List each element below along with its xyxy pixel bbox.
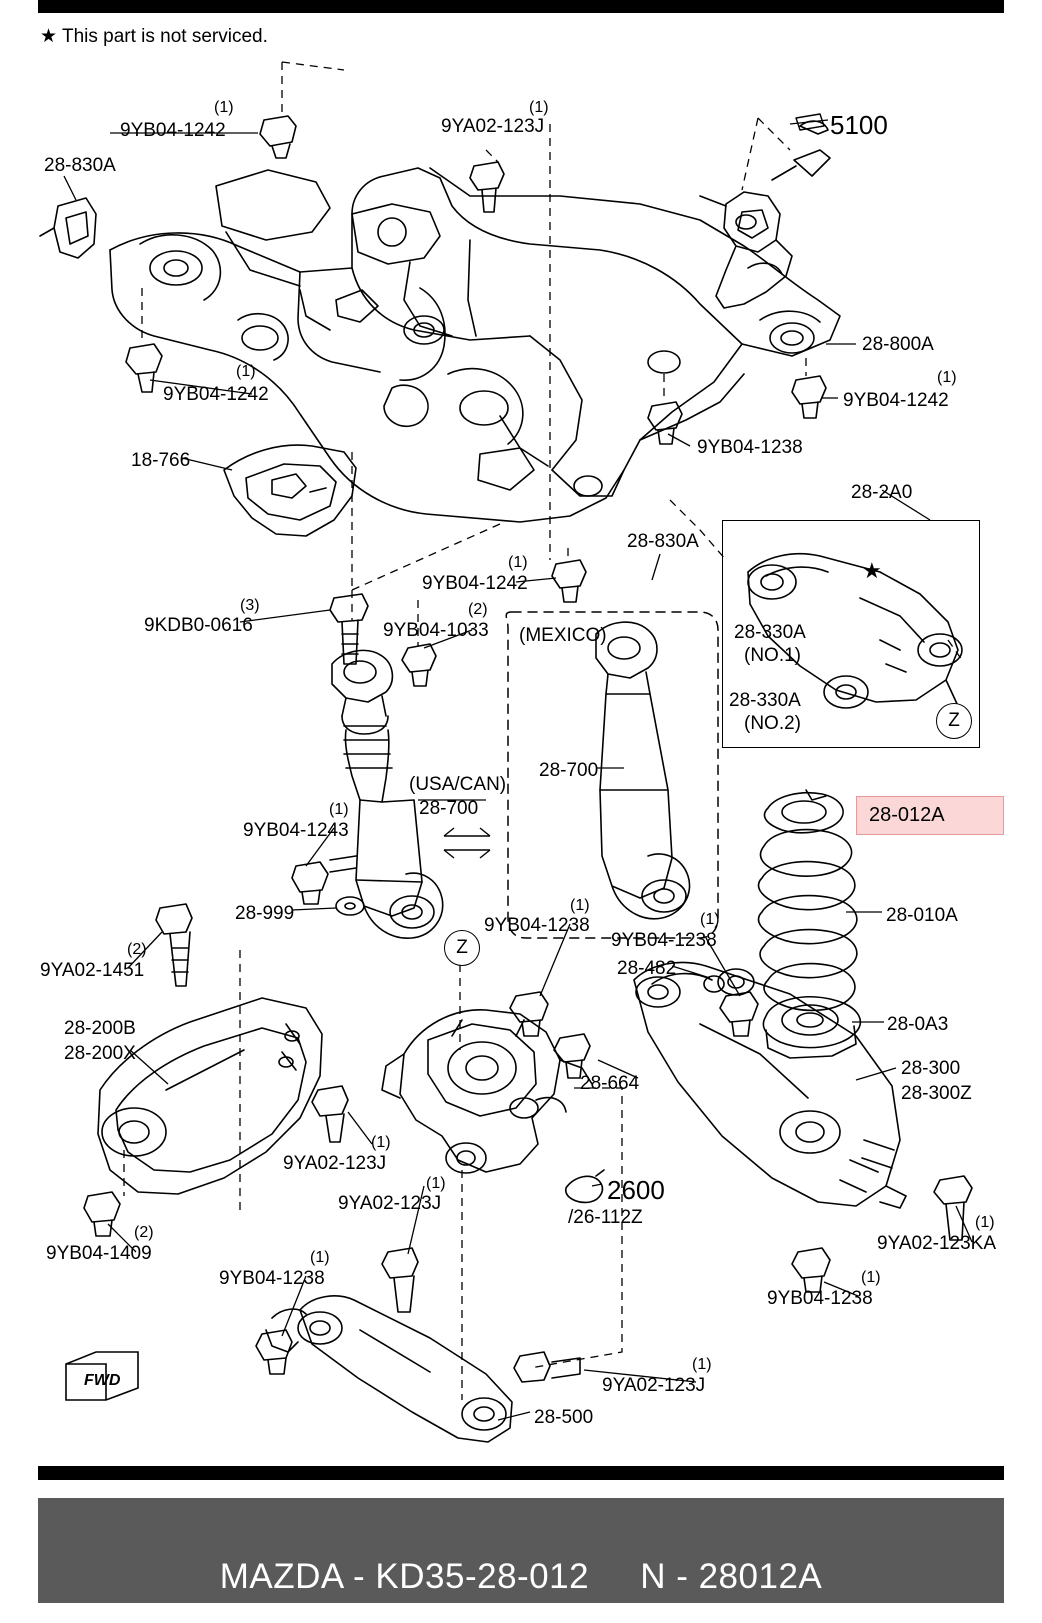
- part-label-9yb04-1242: 9YB04-1242: [422, 573, 528, 594]
- part-label-9ya02-123j: 9YA02-123J: [602, 1375, 706, 1396]
- svg-text:★: ★: [862, 558, 882, 583]
- part-label-9ya02-123j: 9YA02-123J: [441, 116, 545, 137]
- part-label-28-200x: 28-200X: [64, 1043, 136, 1064]
- part-label-28-830a: 28-830A: [44, 155, 116, 176]
- not-serviced-note: ★ This part is not serviced.: [40, 26, 268, 47]
- part-label-28-830a: 28-830A: [627, 531, 699, 552]
- part-label-9ya02-123j: 9YA02-123J: [283, 1153, 387, 1174]
- part-label-28-2a0: 28-2A0: [851, 482, 913, 503]
- part-label-9ya02-1451: 9YA02-1451: [40, 960, 145, 981]
- part-label-9yb04-1242: 9YB04-1242: [163, 384, 269, 405]
- part-qty-9yb04-1243: (1): [329, 801, 349, 818]
- part-label-9yb04-1242: 9YB04-1242: [843, 390, 949, 411]
- part-label--26-112z: /26-112Z: [568, 1207, 643, 1228]
- part-label-9ya02-123j: 9YA02-123J: [338, 1193, 442, 1214]
- part-label-28-300z: 28-300Z: [901, 1083, 972, 1104]
- part-qty-9ya02-123j: (1): [426, 1175, 446, 1192]
- part-label-9yb04-1238: 9YB04-1238: [611, 930, 717, 951]
- part-label-9yb04-1242: 9YB04-1242: [120, 120, 226, 141]
- part-label-28-330a: 28-330A: [729, 690, 801, 711]
- part-label-9yb04-1238: 9YB04-1238: [697, 437, 803, 458]
- part-label-28-330a: 28-330A: [734, 622, 806, 643]
- part-qty-9yb04-1238: (1): [861, 1269, 881, 1286]
- part-label-28-010a: 28-010A: [886, 905, 958, 926]
- part-label-18-766: 18-766: [131, 450, 191, 471]
- highlighted-part-number: 28-012A: [869, 804, 945, 826]
- part-qty-9ya02-123j: (1): [529, 99, 549, 116]
- part-qty-9ya02-1451: (2): [127, 941, 147, 958]
- part-qty-9yb04-1242: (1): [214, 99, 234, 116]
- bottom-black-bar: [38, 1466, 1004, 1480]
- part-label-28-664: 28-664: [580, 1073, 640, 1094]
- part-label-9ya02-123ka: 9YA02-123KA: [877, 1233, 997, 1254]
- part-qty-9yb04-1242: (1): [236, 363, 256, 380]
- zone-marker-z: Z: [444, 930, 480, 966]
- part-label--no-1-: (NO.1): [744, 645, 801, 666]
- part-label-28-0a3: 28-0A3: [887, 1014, 949, 1035]
- part-label-9yb04-1033: 9YB04-1033: [383, 620, 489, 641]
- part-label-2600: 2600: [607, 1175, 665, 1205]
- part-qty-9ya02-123j: (1): [692, 1356, 712, 1373]
- part-qty-9ya02-123ka: (1): [975, 1214, 995, 1231]
- part-label--usa-can-: (USA/CAN): [409, 774, 507, 795]
- part-qty-9ya02-123j: (1): [371, 1134, 391, 1151]
- part-qty-9yb04-1409: (2): [134, 1224, 154, 1241]
- part-qty-9yb04-1238: (1): [570, 897, 590, 914]
- part-qty-9yb04-1238: (1): [310, 1249, 330, 1266]
- part-label-9kdb0-0616: 9KDB0-0616: [144, 615, 253, 636]
- part-label-5100: 5100: [830, 110, 888, 140]
- fwd-direction-indicator: [62, 1352, 140, 1404]
- part-label-28-200b: 28-200B: [64, 1018, 136, 1039]
- part-label-28-300: 28-300: [901, 1058, 961, 1079]
- part-label-9yb04-1238: 9YB04-1238: [484, 915, 590, 936]
- footer-bar: [38, 1498, 1004, 1603]
- part-label--mexico-: (MEXICO): [519, 625, 607, 646]
- part-label--no-2-: (NO.2): [744, 713, 801, 734]
- part-label-28-700: 28-700: [539, 760, 599, 781]
- part-label-9yb04-1238: 9YB04-1238: [767, 1288, 873, 1309]
- part-label-28-482: 28-482: [617, 958, 677, 979]
- part-label-28-700: 28-700: [419, 798, 479, 819]
- part-label-28-800a: 28-800A: [862, 334, 934, 355]
- part-qty-9yb04-1242: (1): [508, 554, 528, 571]
- part-label-9yb04-1409: 9YB04-1409: [46, 1243, 152, 1264]
- part-qty-9yb04-1242: (1): [937, 369, 957, 386]
- fwd-label: FWD: [84, 1372, 121, 1389]
- part-label-28-500: 28-500: [534, 1407, 594, 1428]
- part-label-9yb04-1243: 9YB04-1243: [243, 820, 349, 841]
- part-qty-9yb04-1033: (2): [468, 601, 488, 618]
- zone-marker-z: Z: [936, 703, 972, 739]
- top-black-bar: [38, 0, 1004, 13]
- part-label-9yb04-1238: 9YB04-1238: [219, 1268, 325, 1289]
- part-qty-9yb04-1238: (1): [700, 911, 720, 928]
- part-label-28-999: 28-999: [235, 903, 295, 924]
- footer-part-reference: MAZDA - KD35-28-012 N - 28012A: [219, 1557, 823, 1596]
- part-qty-9kdb0-0616: (3): [240, 597, 260, 614]
